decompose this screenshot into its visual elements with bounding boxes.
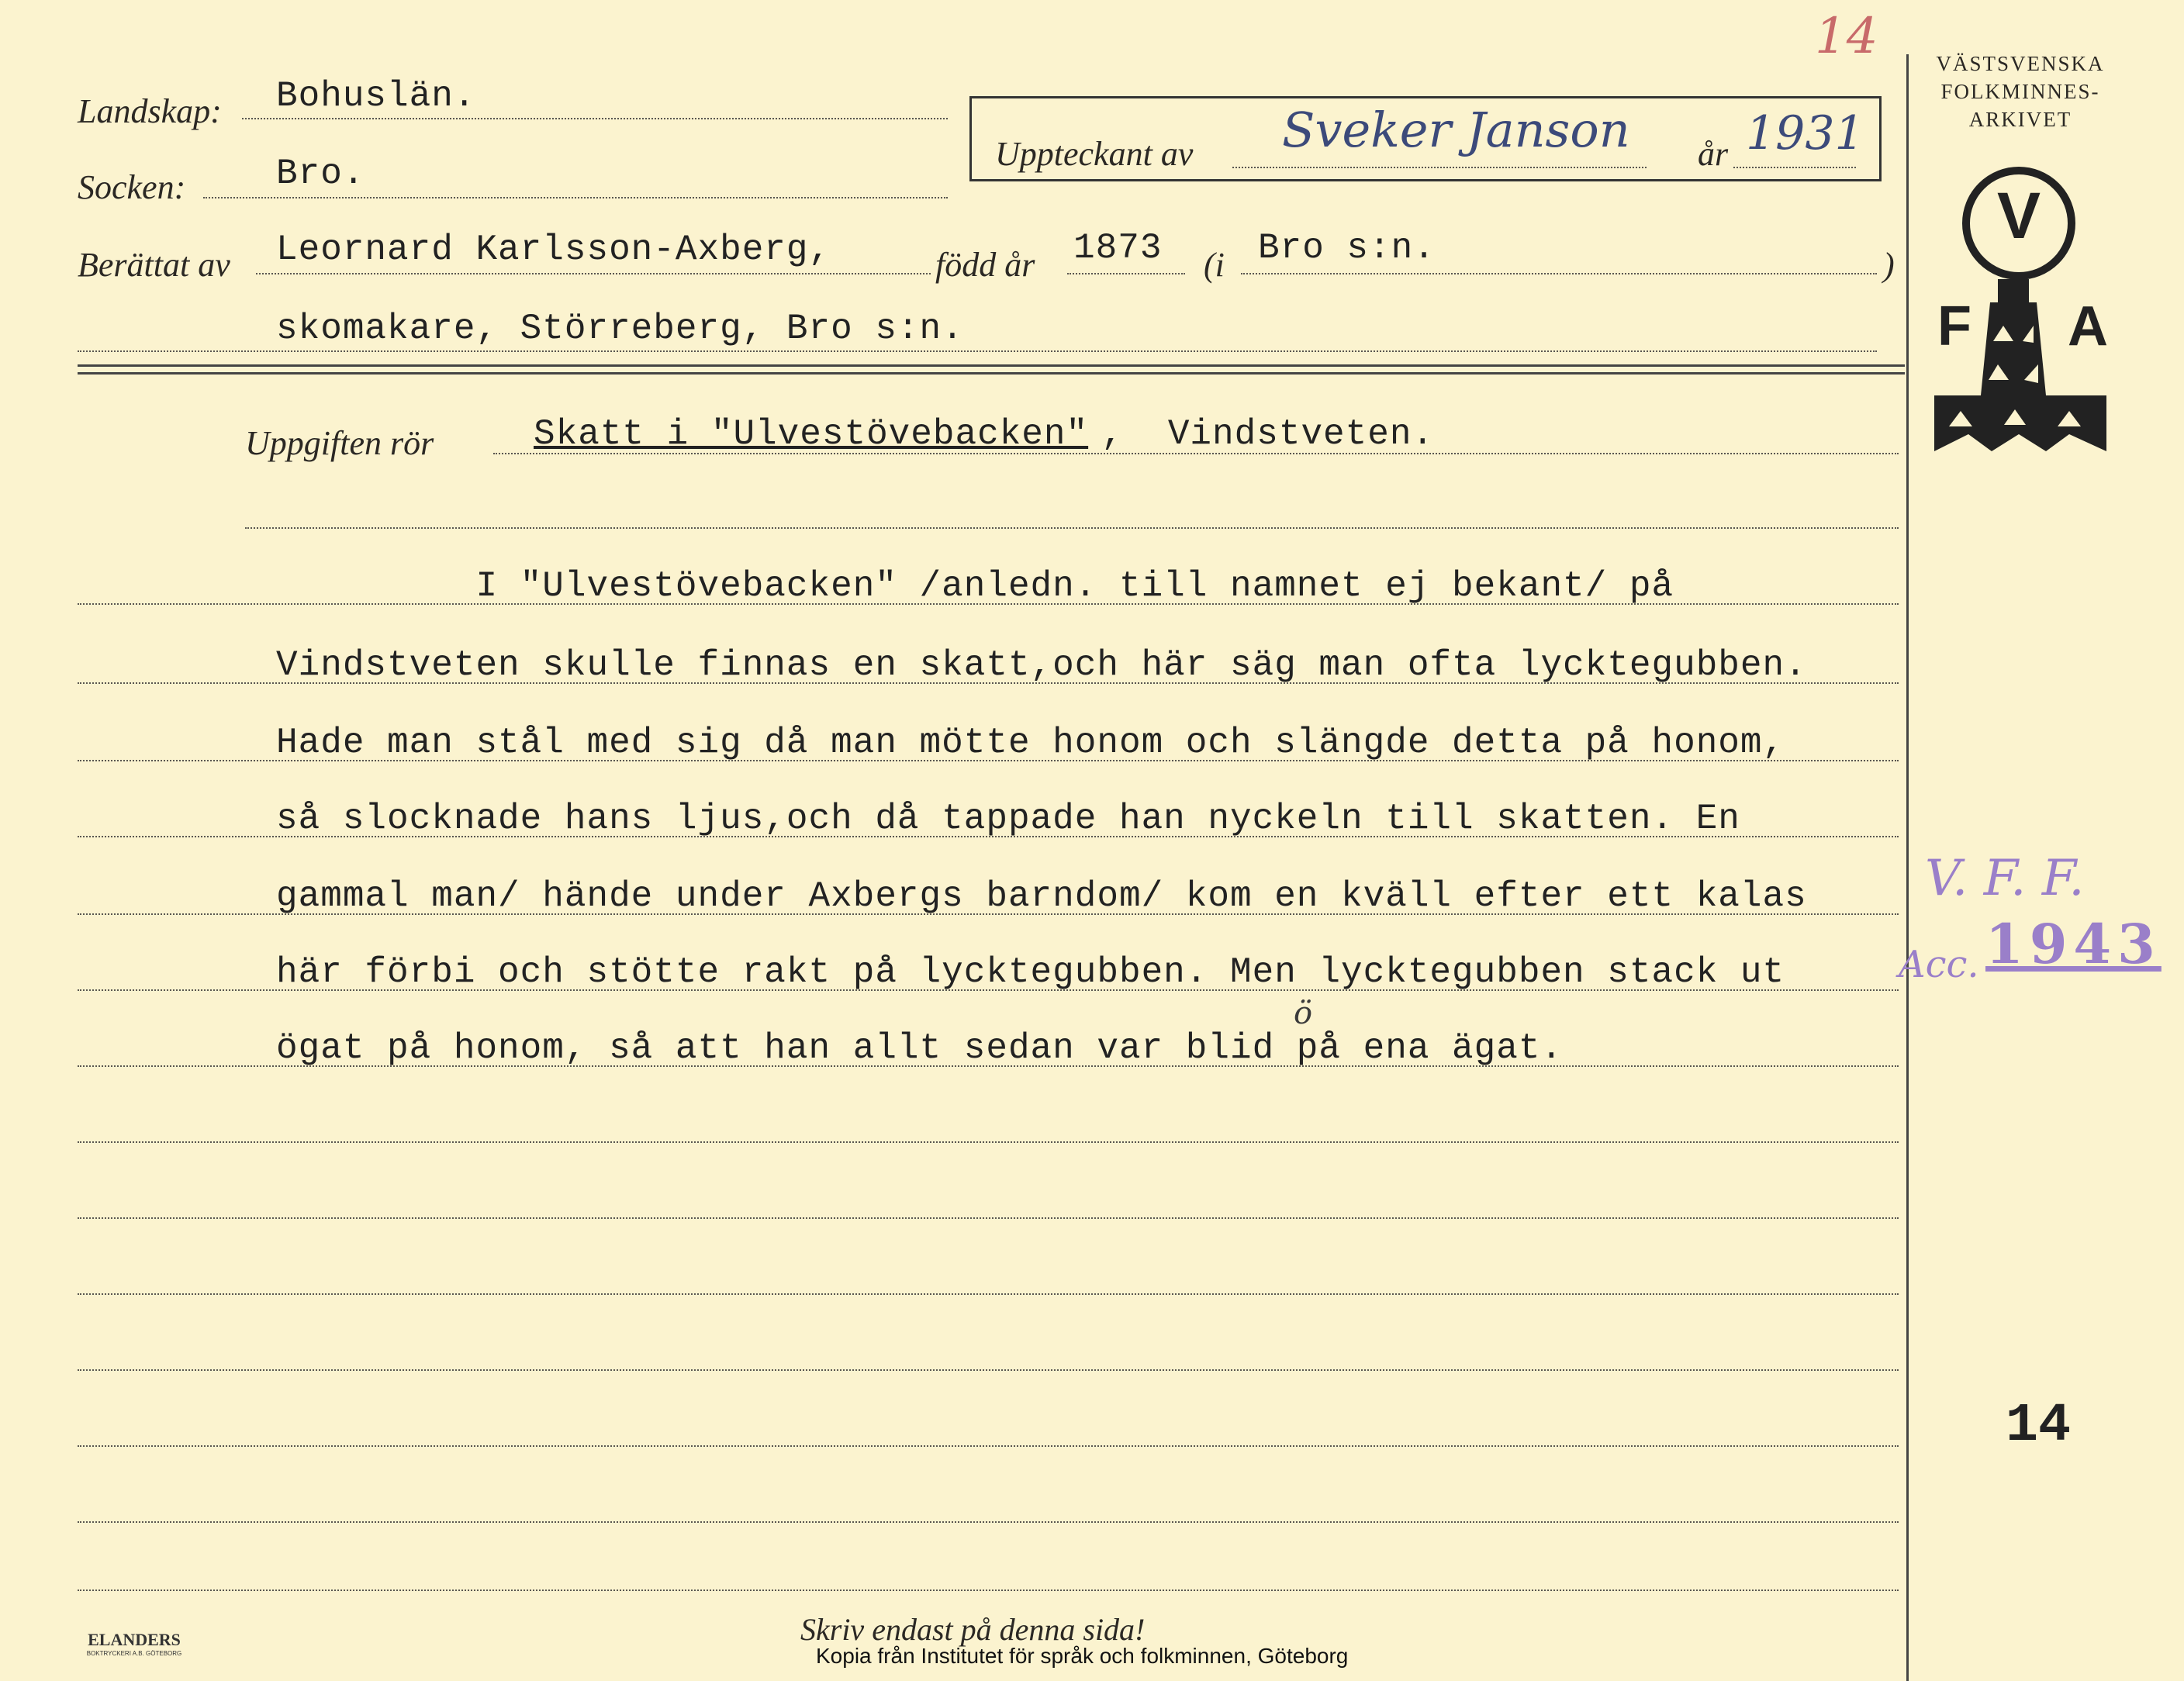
body-line-1: I "Ulvestövebacken" /anledn. till namnet ej bekant/ på bbox=[276, 566, 1674, 606]
berattat-label: Berättat av bbox=[78, 246, 230, 284]
ruled-line-13 bbox=[78, 1521, 1899, 1523]
recorder-rule bbox=[1232, 167, 1647, 168]
birth-year: 1873 bbox=[1073, 228, 1163, 268]
body-line-3: Hade man stål med sig då man mötte honom och slängde detta på honom, bbox=[276, 723, 1785, 763]
occupation-rule bbox=[78, 350, 1877, 352]
recorder-box bbox=[969, 96, 1882, 181]
subject-rule bbox=[493, 453, 1899, 454]
archive-name-line-1: VÄSTSVENSKA bbox=[1936, 52, 2105, 75]
socken-rule bbox=[203, 197, 948, 198]
copy-note: Kopia från Institutet för språk och folkminnen, Göteborg bbox=[816, 1644, 1349, 1668]
narrator-name: Leornard Karlsson-Axberg, bbox=[276, 230, 831, 270]
birth-parish: Bro s:n. bbox=[1258, 228, 1436, 268]
handwritten-correction: ö bbox=[1294, 996, 1313, 1031]
logo-letter-v: V bbox=[1996, 179, 2041, 252]
narrator-rule bbox=[256, 273, 931, 274]
logo-letter-f: F bbox=[1937, 295, 1971, 357]
ruled-line-11 bbox=[78, 1369, 1899, 1371]
fodd-label: född år bbox=[935, 246, 1035, 284]
landskap-value: Bohuslän. bbox=[276, 76, 476, 116]
ruled-line-12 bbox=[78, 1445, 1899, 1447]
accession-stamp-acc: Acc. bbox=[1899, 943, 1979, 986]
ruled-line-8 bbox=[78, 1141, 1899, 1143]
page-number: 14 bbox=[2006, 1396, 2072, 1457]
archive-name-line-2: FOLKMINNES- bbox=[1940, 80, 2100, 103]
printer-mark bbox=[68, 1630, 200, 1657]
subject-value-rest: , Vindstveten. bbox=[1101, 414, 1435, 454]
subject-rule-2 bbox=[245, 527, 1899, 529]
logo-letter-a: A bbox=[2068, 295, 2108, 357]
narrator-occupation: skomakare, Störreberg, Bro s:n. bbox=[276, 309, 964, 349]
body-line-6: här förbi och stötte rakt på lycktegubben. Men lycktegubben stack ut bbox=[276, 952, 1785, 992]
footer-instruction: Skriv endast på denna sida! bbox=[800, 1612, 1146, 1647]
header-double-rule-2 bbox=[78, 372, 1905, 375]
corner-mark: 14 bbox=[1815, 8, 1878, 65]
archive-name-line-3: ARKIVET bbox=[1968, 108, 2072, 131]
body-line-4: så slocknade hans ljus,och då tappade han nyckeln till skatten. En bbox=[276, 799, 1740, 839]
subject-label: Uppgiften rör bbox=[245, 424, 434, 462]
birth-year-rule bbox=[1067, 273, 1185, 274]
parish-close-paren: ) bbox=[1883, 246, 1895, 284]
recorder-signature: Sveker Janson bbox=[1282, 102, 1630, 158]
ruled-line-10 bbox=[78, 1293, 1899, 1295]
birth-parish-rule bbox=[1241, 273, 1877, 274]
archive-name bbox=[1916, 50, 2125, 133]
body-line-2: Vindstveten skulle finnas en skatt,och här säg man ofta lycktegubben. bbox=[276, 645, 1807, 685]
body-line-7: ögat på honom, så att han allt sedan var blid på ena ägat. bbox=[276, 1028, 1564, 1068]
header-double-rule-1 bbox=[78, 364, 1905, 367]
ar-label: år bbox=[1698, 135, 1729, 173]
printer-name: ELANDERS bbox=[88, 1630, 181, 1649]
accession-stamp-line1: V. F. F. bbox=[1925, 850, 2085, 907]
accession-stamp-year: 1943 bbox=[1985, 912, 2162, 976]
landskap-label: Landskap: bbox=[78, 92, 222, 130]
printer-sub: BOKTRYCKERI A.B. GÖTEBORG bbox=[86, 1650, 182, 1657]
subject-value-underlined: Skatt i "Ulvestövebacken" bbox=[534, 414, 1089, 454]
landskap-rule bbox=[242, 118, 948, 119]
ruled-line-9 bbox=[78, 1217, 1899, 1219]
archive-logo bbox=[1930, 163, 2116, 457]
parish-open-label: (i bbox=[1204, 246, 1225, 284]
right-margin-rule bbox=[1906, 54, 1909, 1681]
upptecknat-label: Uppteckant av bbox=[995, 135, 1194, 173]
recorded-year: 1931 bbox=[1746, 106, 1864, 161]
socken-label: Socken: bbox=[78, 168, 186, 206]
ruled-line-14 bbox=[78, 1590, 1899, 1591]
year-rule bbox=[1733, 167, 1856, 168]
body-line-5: gammal man/ hände under Axbergs barndom/ kom en kväll efter ett kalas bbox=[276, 876, 1807, 916]
socken-value: Bro. bbox=[276, 154, 365, 194]
